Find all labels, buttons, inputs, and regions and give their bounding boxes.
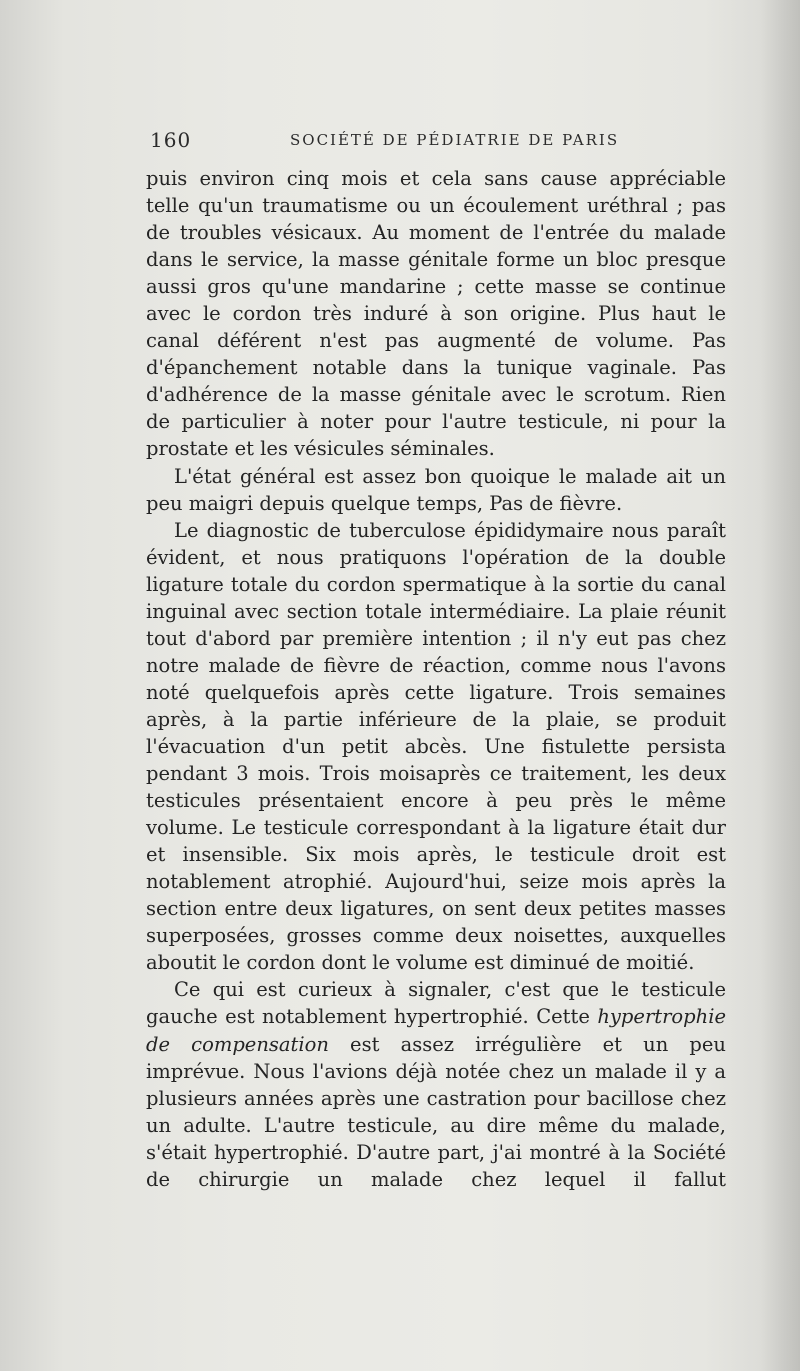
paragraph-2: L'état général est assez bon quoique le malade ait un peu maigri depuis quelque temps, Pas de fièvre.	[146, 464, 726, 515]
paragraph-1: puis environ cinq mois et cela sans cause appréciable telle qu'un traumatisme ou un écoulement uréthral ; pas de troubles vésicaux. Au moment de l'entrée du malade dans le service, la masse génitale forme un bloc presque aussi gros qu'une mandarine ; cette masse se continue avec le cordon très induré à son origine. Plus haut le canal déférent n'est pas augmenté de volume. Pas d'épanchement notable dans la tunique vaginale. Pas d'adhérence de la masse génitale avec le scrotum. Rien de particulier à noter pour l'autre testicule, ni pour la prostate et les vésicules séminales.	[146, 167, 726, 461]
page-number: 160	[150, 128, 192, 152]
page-header	[150, 128, 730, 158]
paragraph-3: Le diagnostic de tuberculose épididymaire nous paraît évident, et nous pratiquons l'opération de la double ligature totale du cordon spermatique à la sortie du canal inguinal avec section totale intermédiaire. La plaie réunit tout d'abord par première intention ; il n'y eut pas chez notre malade de fièvre de réaction, comme nous l'avons noté quelquefois après cette ligature. Trois semaines après, à la partie inférieure de la plaie, se produit l'évacuation d'un petit abcès. Une fistulette persista pendant 3 mois. Trois moisaprès ce traitement, les deux testicules présentaient encore à peu près le même volume. Le testicule correspondant à la ligature était dur et insensible. Six mois après, le testicule droit est notablement atrophié. Aujourd'hui, seize mois après la section entre deux ligatures, on sent deux petites masses superposées, grosses comme deux noisettes, auxquelles aboutit le cordon dont le volume est diminué de moitié.	[146, 518, 726, 975]
paragraph-4-text-before: Ce qui est curieux à signaler, c'est que le testicule gauche est notablement hypertrophié. Cette	[146, 978, 726, 1029]
paragraph-4-italic: hypertrophie de compensation	[146, 1005, 726, 1056]
paragraph-4-text-after: est assez irrégulière et un peu imprévue. Nous l'avions déjà notée chez un malade il y a plusieurs années après une castration pour bacillose chez un adulte. L'autre testicule, au dire même du malade, s'était hypertrophié. D'autre part, j'ai montré à la Société de chirurgie un malade chez lequel il fallut	[146, 1032, 726, 1191]
running-title: SOCIÉTÉ DE PÉDIATRIE DE PARIS	[290, 131, 620, 149]
body-text	[146, 165, 726, 1193]
paragraph-4	[146, 976, 726, 1192]
